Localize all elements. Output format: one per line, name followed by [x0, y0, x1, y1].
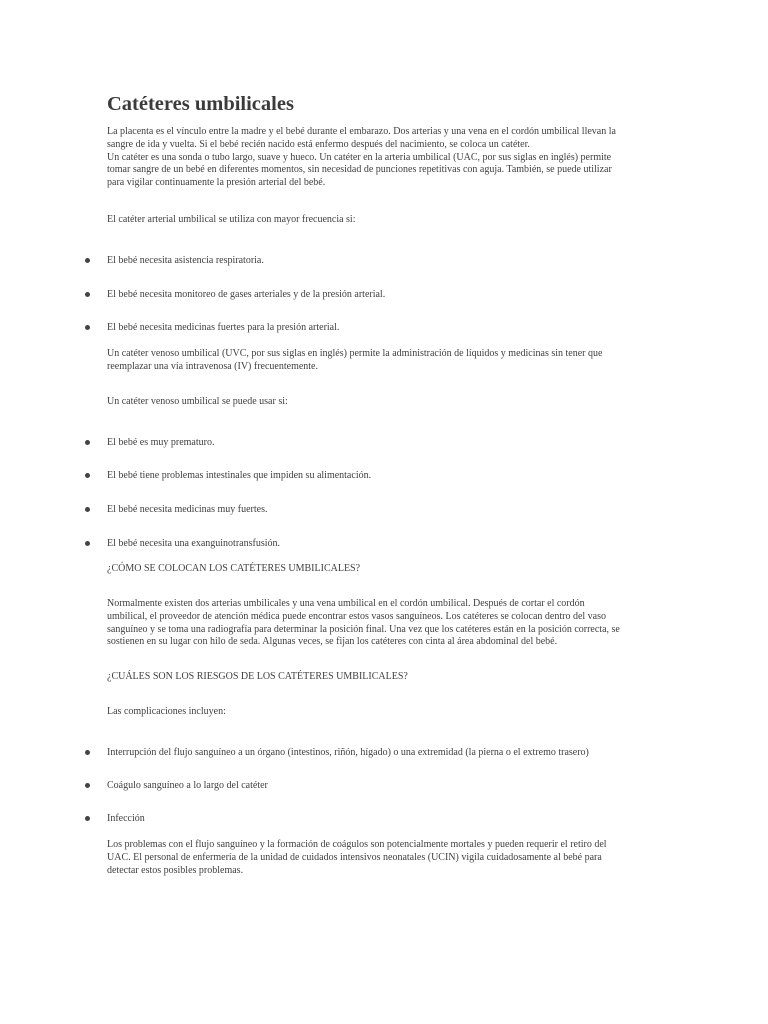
bullet-icon: [85, 783, 90, 788]
uac-lead: El catéter arterial umbilical se utiliza con mayor frecuencia si:: [107, 214, 356, 225]
text-line: tomar sangre de un bebé en diferentes momentos, sin necesidad de punciones repetitivas con aguja. También, se puede utilizar: [107, 164, 612, 176]
list-item: [0, 504, 768, 518]
bullet-icon: [85, 440, 90, 445]
text-line: Normalmente existen dos arterias umbilicales y una vena umbilical en el cordón umbilical. Después de cortar el cordón: [107, 598, 585, 609]
list-item-text: El bebé necesita medicinas muy fuertes.: [107, 504, 268, 515]
bullet-icon: [85, 292, 90, 297]
bullet-icon: [85, 816, 90, 821]
uvc-lead: Un catéter venoso umbilical se puede usar si:: [107, 396, 288, 407]
bullet-icon: [85, 325, 90, 330]
text-line: sangre de ida y vuelta. Si el bebé recién nacido está enfermo después del nacimiento, se coloca un catéter.: [107, 138, 530, 150]
text-line: detectar estos posibles problemas.: [107, 864, 244, 876]
how-paragraph: [107, 598, 620, 649]
list-item-text: El bebé necesita asistencia respiratoria.: [107, 255, 264, 266]
list-item: [0, 813, 768, 827]
bullet-icon: [85, 541, 90, 546]
text-line: reemplazar una vía intravenosa (IV) frecuentemente.: [107, 360, 318, 372]
list-item-text: El bebé necesita medicinas fuertes para la presión arterial.: [107, 322, 340, 333]
list-item-text: Infección: [107, 813, 145, 824]
text-line: sanguíneo y se toma una radiografía para determinar la posición final. Una vez que los catéteres están en la posición correcta, se: [107, 623, 620, 635]
text-line: Los problemas con el flujo sanguíneo y la formación de coágulos son potencialmente mortales y pueden requerir el retiro del: [107, 839, 607, 850]
text-line: sostienen en su lugar con hilo de seda. Algunas veces, se fijan los catéteres con cinta al área abdominal del bebé.: [107, 636, 558, 648]
list-item: [0, 289, 768, 303]
risks-lead: Las complicaciones incluyen:: [107, 706, 226, 717]
list-item-text: El bebé tiene problemas intestinales que impiden su alimentación.: [107, 470, 372, 481]
text-line: umbilical, el proveedor de atención médica puede encontrar estos vasos sanguíneos. Los catéteres se colocan dentro del vaso: [107, 610, 606, 622]
bullet-icon: [85, 258, 90, 263]
section-heading-risks: ¿CUÁLES SON LOS RIESGOS DE LOS CATÉTERES UMBILICALES?: [107, 671, 408, 682]
list-item-text: Coágulo sanguíneo a lo largo del catéter: [107, 780, 268, 791]
list-item-text: El bebé es muy prematuro.: [107, 437, 215, 448]
section-heading-how: ¿CÓMO SE COLOCAN LOS CATÉTERES UMBILICALES?: [107, 563, 361, 574]
text-line: Un catéter es una sonda o tubo largo, suave y hueco. Un catéter en la arteria umbilical (UAC, por sus siglas en inglés) permite: [107, 151, 612, 163]
page-title: Catéteres umbilicales: [107, 93, 294, 115]
uvc-paragraph: [107, 348, 602, 374]
list-item-text: El bebé necesita monitoreo de gases arteriales y de la presión arterial.: [107, 289, 386, 300]
list-item: [0, 747, 768, 761]
list-item: [0, 470, 768, 484]
text-line: La placenta es el vínculo entre la madre y el bebé durante el embarazo. Dos arterias y una vena en el cordón umbilical llevan la: [107, 126, 616, 137]
bullet-icon: [85, 473, 90, 478]
list-item: [0, 322, 768, 336]
bullet-icon: [85, 750, 90, 755]
bullet-icon: [85, 507, 90, 512]
text-line: Un catéter venoso umbilical (UVC, por sus siglas en inglés) permite la administración de líquidos y medicinas sin tener que: [107, 348, 603, 359]
closing-paragraph: [107, 839, 607, 877]
list-item: [0, 538, 768, 552]
list-item: [0, 780, 768, 794]
text-line: para vigilar continuamente la presión arterial del bebé.: [107, 177, 326, 189]
list-item: [0, 255, 768, 269]
list-item-text: El bebé necesita una exanguinotransfusión.: [107, 538, 280, 549]
list-item-text: Interrupción del flujo sanguíneo a un órgano (intestinos, riñón, hígado) o una extremidad (la pierna o el extremo trasero): [107, 747, 589, 758]
intro-paragraph: [107, 126, 616, 190]
list-item: [0, 437, 768, 451]
text-line: UAC. El personal de enfermería de la unidad de cuidados intensivos neonatales (UCIN) vigila cuidadosamente al bebé para: [107, 851, 602, 863]
